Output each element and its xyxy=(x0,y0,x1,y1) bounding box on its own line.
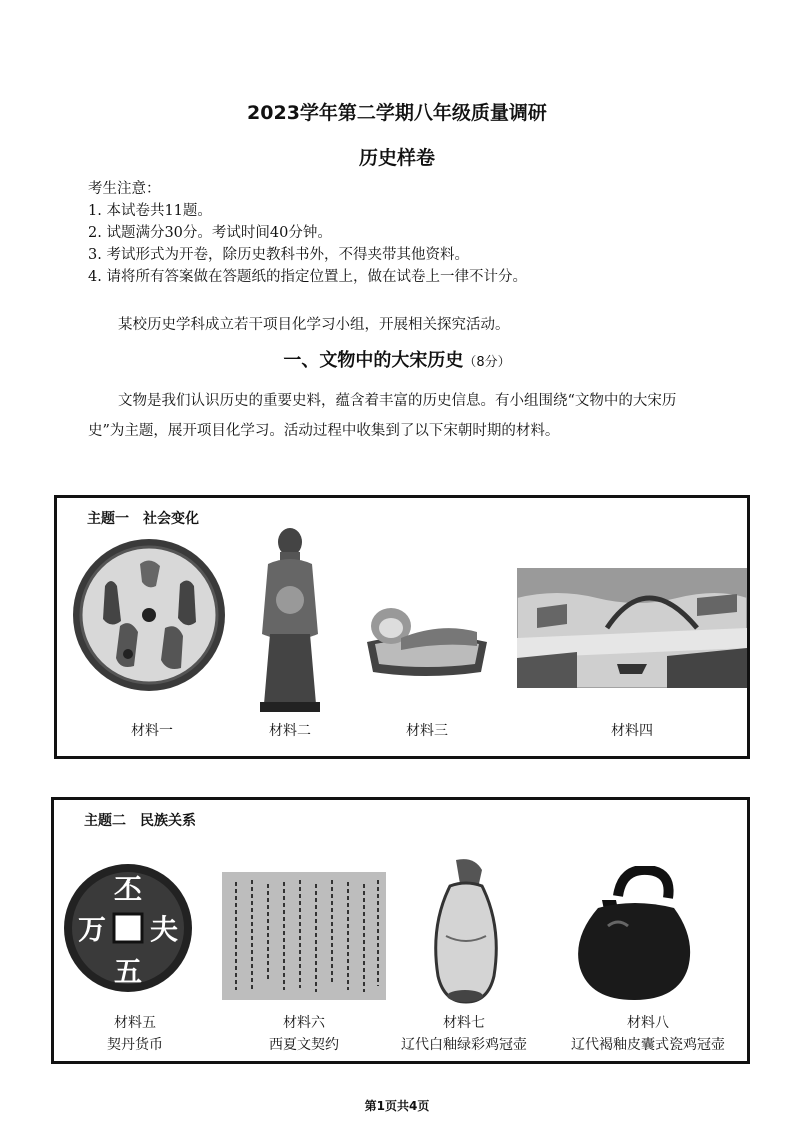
coin-char-left: 万 xyxy=(77,913,106,946)
note-item-1: 1. 本试卷共11题。 xyxy=(88,203,212,219)
scroll-painting-image xyxy=(517,568,747,688)
notes-heading: 考生注意： xyxy=(88,181,161,197)
exam-subtitle: 历史样卷 xyxy=(358,147,435,169)
section-description: 文物是我们认识历史的重要史料，蕴含着丰富的历史信息。有小组围绕“文物中的大宋历史”为主题，展开项目化学习。活动过程中收集到了以下宋朝时期的材料。 xyxy=(88,393,677,439)
caption-material-4: 材料四 xyxy=(611,723,653,739)
coin-char-top: 丕 xyxy=(113,873,142,906)
white-glaze-pot-image xyxy=(428,856,502,1006)
coin-char-bottom: 五 xyxy=(113,955,142,988)
caption-material-6 xyxy=(254,1012,354,1056)
exam-title: 2023学年第二学期八年级质量调研 xyxy=(247,102,547,124)
note-item-4: 4. 请将所有答案做在答题纸的指定位置上，做在试卷上一律不计分。 xyxy=(88,269,527,285)
caption-material-8-line1: 材料八 xyxy=(627,1015,669,1031)
note-item-2: 2. 试题满分30分。考试时间40分钟。 xyxy=(88,225,332,241)
caption-material-6-line2: 西夏文契约 xyxy=(269,1037,339,1053)
porcelain-pillow-image xyxy=(361,598,493,678)
bronze-mirror-image xyxy=(70,536,228,694)
section-title-text: 一、文物中的大宋历史 xyxy=(283,350,464,371)
theme2-label: 主题二 民族关系 xyxy=(84,813,196,829)
theme1-label: 主题一 社会变化 xyxy=(87,511,199,527)
khitan-coin-image xyxy=(62,862,194,994)
caption-material-6-line1: 材料六 xyxy=(283,1015,325,1031)
caption-material-8 xyxy=(548,1012,748,1056)
caption-material-5-line1: 材料五 xyxy=(114,1015,156,1031)
section-title xyxy=(0,346,794,372)
caption-material-7-line2: 辽代白釉绿彩鸡冠壶 xyxy=(401,1037,527,1053)
page-footer: 第1页共4页 xyxy=(364,1099,430,1113)
caption-material-1: 材料一 xyxy=(131,723,173,739)
note-item-3: 3. 考试形式为开卷，除历史教科书外，不得夹带其他资料。 xyxy=(88,247,469,263)
theme1-box xyxy=(54,495,750,759)
caption-material-8-line2: 辽代褐釉皮囊式瓷鸡冠壶 xyxy=(571,1037,725,1053)
theme2-box xyxy=(51,797,750,1064)
caption-material-5-line2: 契丹货币 xyxy=(107,1037,163,1053)
brown-glaze-pot-image xyxy=(578,866,692,1002)
caption-material-3: 材料三 xyxy=(406,723,448,739)
caption-material-7-line1: 材料七 xyxy=(443,1015,485,1031)
xixia-contract-image xyxy=(222,872,386,1000)
caption-material-7 xyxy=(374,1012,554,1056)
exam-notes xyxy=(88,178,527,288)
coin-char-right: 夫 xyxy=(149,913,178,946)
section-points: （8分） xyxy=(463,355,511,370)
caption-material-5 xyxy=(90,1012,180,1056)
caption-material-2: 材料二 xyxy=(269,723,311,739)
intro-paragraph: 某校历史学科成立若干项目化学习小组，开展相关探究活动。 xyxy=(118,317,510,333)
ceramic-figure-image xyxy=(250,524,330,714)
